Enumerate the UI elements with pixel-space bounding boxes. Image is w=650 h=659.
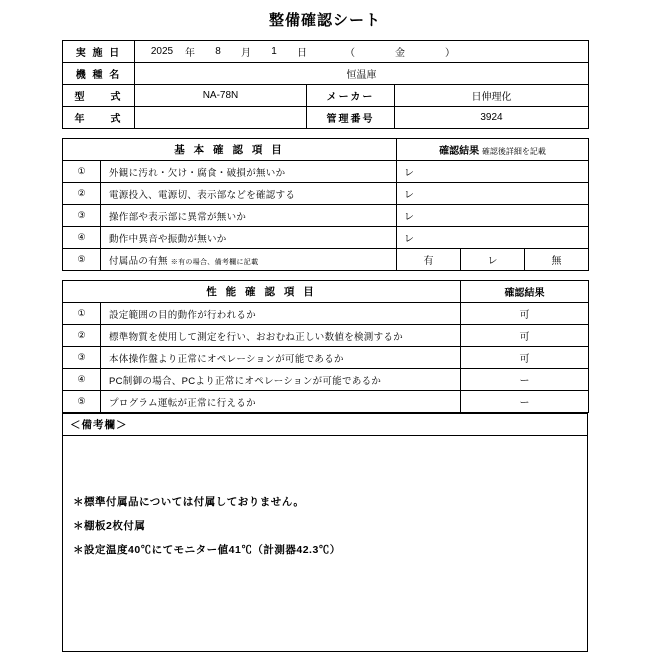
row-result: 可 <box>461 347 589 369</box>
label-nenshiki: 年 式 <box>63 107 135 129</box>
table-row <box>63 249 589 271</box>
row-result-no: 無 <box>525 249 589 271</box>
row-result: ー <box>461 391 589 413</box>
row-index: ⑤ <box>63 249 101 271</box>
row-result: ー <box>461 369 589 391</box>
row-text: 電源投入、電源切、表示部などを確認する <box>101 183 397 205</box>
table-row <box>63 325 589 347</box>
date-month: 8 <box>215 46 221 57</box>
row-text: 外観に汚れ・欠け・腐食・破損が無いか <box>101 161 397 183</box>
table-row <box>63 391 589 413</box>
date-day: 1 <box>271 46 277 57</box>
row-index: ① <box>63 161 101 183</box>
row-text: 動作中異音や振動が無いか <box>101 227 397 249</box>
date-dow-close: ） <box>445 48 455 59</box>
row-result: レ <box>397 227 589 249</box>
date-dow-open: （ <box>345 48 355 59</box>
value-katashiki: NA-78N <box>135 85 307 107</box>
row-index: ② <box>63 325 101 347</box>
basic-result-title: 確認結果 <box>439 146 480 157</box>
row-text: 本体操作盤より正常にオペレーションが可能であるか <box>101 347 461 369</box>
row-text: 標準物質を使用して測定を行い、おおむね正しい数値を検測するか <box>101 325 461 347</box>
table-header-row <box>63 281 589 303</box>
basic-result-header <box>397 139 589 161</box>
row-text: PC制御の場合、PCより正常にオペレーションが可能であるか <box>101 369 461 391</box>
row-text: プログラム運転が正常に行えるか <box>101 391 461 413</box>
basic-result-note: 確認後詳細を記載 <box>481 147 546 156</box>
row-index: ⑤ <box>63 391 101 413</box>
remarks-line: ＊標準付属品については付属しておりません。 <box>73 496 305 508</box>
performance-check-table <box>62 280 589 413</box>
row-index: ③ <box>63 205 101 227</box>
remarks-table <box>62 413 588 652</box>
date-year: 2025 <box>150 46 174 57</box>
row-result: 可 <box>461 325 589 347</box>
table-row <box>63 41 589 63</box>
label-jisshibi: 実 施 日 <box>63 41 135 63</box>
table-row <box>63 436 588 652</box>
page-title: 整備確認シート <box>268 12 381 29</box>
table-row <box>63 347 589 369</box>
date-month-unit: 月 <box>241 48 251 59</box>
label-kishumei: 機 種 名 <box>63 63 135 85</box>
label-maker: メーカー <box>307 85 395 107</box>
table-row <box>63 414 588 436</box>
label-kanri-bangou: 管理番号 <box>307 107 395 129</box>
date-year-unit: 年 <box>185 48 195 59</box>
basic-check-table <box>62 138 589 271</box>
row-result-check: レ <box>461 249 525 271</box>
row-index: ② <box>63 183 101 205</box>
row-index: ① <box>63 303 101 325</box>
table-row <box>63 205 589 227</box>
header-info-table <box>62 40 589 129</box>
performance-result-header: 確認結果 <box>461 281 589 303</box>
label-katashiki: 型 式 <box>63 85 135 107</box>
value-kanri-bangou: 3924 <box>395 107 589 129</box>
row-result: レ <box>397 183 589 205</box>
basic-section-title: 基 本 確 認 項 目 <box>63 139 397 161</box>
performance-section-title: 性 能 確 認 項 目 <box>63 281 461 303</box>
row-result-yes: 有 <box>397 249 461 271</box>
table-row <box>63 63 589 85</box>
table-row <box>63 161 589 183</box>
table-row <box>63 369 589 391</box>
row-text <box>101 249 397 271</box>
row-text: 操作部や表示部に異常が無いか <box>101 205 397 227</box>
remarks-line: ＊棚板2枚付属 <box>73 520 146 532</box>
table-row <box>63 85 589 107</box>
table-row <box>63 183 589 205</box>
row-index: ④ <box>63 227 101 249</box>
spacer <box>62 129 588 138</box>
value-nenshiki <box>135 107 307 129</box>
table-row <box>63 303 589 325</box>
row-result: レ <box>397 205 589 227</box>
remarks-header: ＜備考欄＞ <box>63 414 588 436</box>
value-maker: 日伸理化 <box>395 85 589 107</box>
table-row <box>63 227 589 249</box>
spacer <box>62 271 588 280</box>
document-page <box>0 9 650 659</box>
table-header-row <box>63 139 589 161</box>
remarks-box[interactable] <box>63 436 588 652</box>
date-value-cell <box>135 41 589 63</box>
row-index: ③ <box>63 347 101 369</box>
row-text-main: 付属品の有無 <box>109 255 168 267</box>
date-dow: 金 <box>395 48 405 59</box>
row-text: 設定範囲の目的動作が行われるか <box>101 303 461 325</box>
row-text-note: ※有の場合、備考欄に記載 <box>170 258 259 266</box>
row-result: 可 <box>461 303 589 325</box>
value-kishumei: 恒温庫 <box>135 63 589 85</box>
row-index: ④ <box>63 369 101 391</box>
date-day-unit: 日 <box>297 48 307 59</box>
table-row <box>63 107 589 129</box>
row-result: レ <box>397 161 589 183</box>
remarks-line: ＊設定温度40℃にてモニター値41℃（計測器42.3℃） <box>73 544 341 556</box>
